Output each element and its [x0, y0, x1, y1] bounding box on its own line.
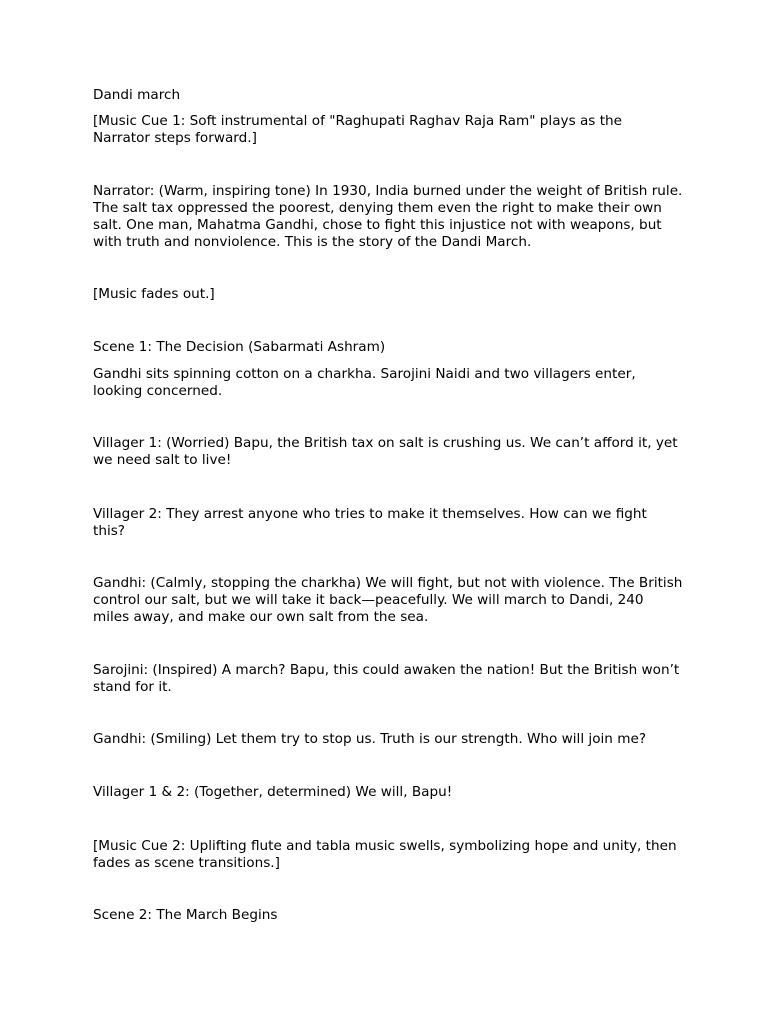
music-fades-out: [Music fades out.] [93, 286, 215, 302]
stage-direction: Gandhi sits spinning cotton on a charkha. Sarojini Naidi and two villagers enter, looking concerned. [93, 366, 636, 399]
narrator-line: Narrator: (Warm, inspiring tone) In 1930, India burned under the weight of British rule. The salt tax oppressed the poorest, denying them even the right to make their own salt. One man, Mahatma Gandhi, chose to fight this injustice not with weapons, but with truth and nonviolence. This is the story of the Dandi March. [93, 183, 683, 250]
music-cue-1: [Music Cue 1: Soft instrumental of "Raghupati Raghav Raja Ram" plays as the Narrator steps forward.] [93, 113, 623, 146]
scene-1-heading: Scene 1: The Decision (Sabarmati Ashram) [93, 339, 386, 355]
sarojini-line: Sarojini: (Inspired) A march? Bapu, this could awaken the nation! But the British won’t stand for it. [93, 662, 680, 695]
villagers-line: Villager 1 & 2: (Together, determined) We will, Bapu! [93, 784, 453, 800]
villager-2-line: Villager 2: They arrest anyone who tries to make it themselves. How can we fight this? [93, 506, 647, 539]
gandhi-line-2: Gandhi: (Smiling) Let them try to stop us. Truth is our strength. Who will join me? [93, 731, 647, 747]
document-title: Dandi march [93, 87, 181, 103]
scene-2-heading: Scene 2: The March Begins [93, 907, 278, 923]
gandhi-line-1: Gandhi: (Calmly, stopping the charkha) We will fight, but not with violence. The British control our salt, but we will take it back—peacefully. We will march to Dandi, 240 miles away, and make our own salt from the sea. [93, 575, 683, 625]
music-cue-2: [Music Cue 2: Uplifting flute and tabla music swells, symbolizing hope and unity, then fades as scene transitions.] [93, 838, 677, 871]
villager-1-line: Villager 1: (Worried) Bapu, the British tax on salt is crushing us. We can’t afford it, yet we need salt to live! [93, 435, 678, 468]
